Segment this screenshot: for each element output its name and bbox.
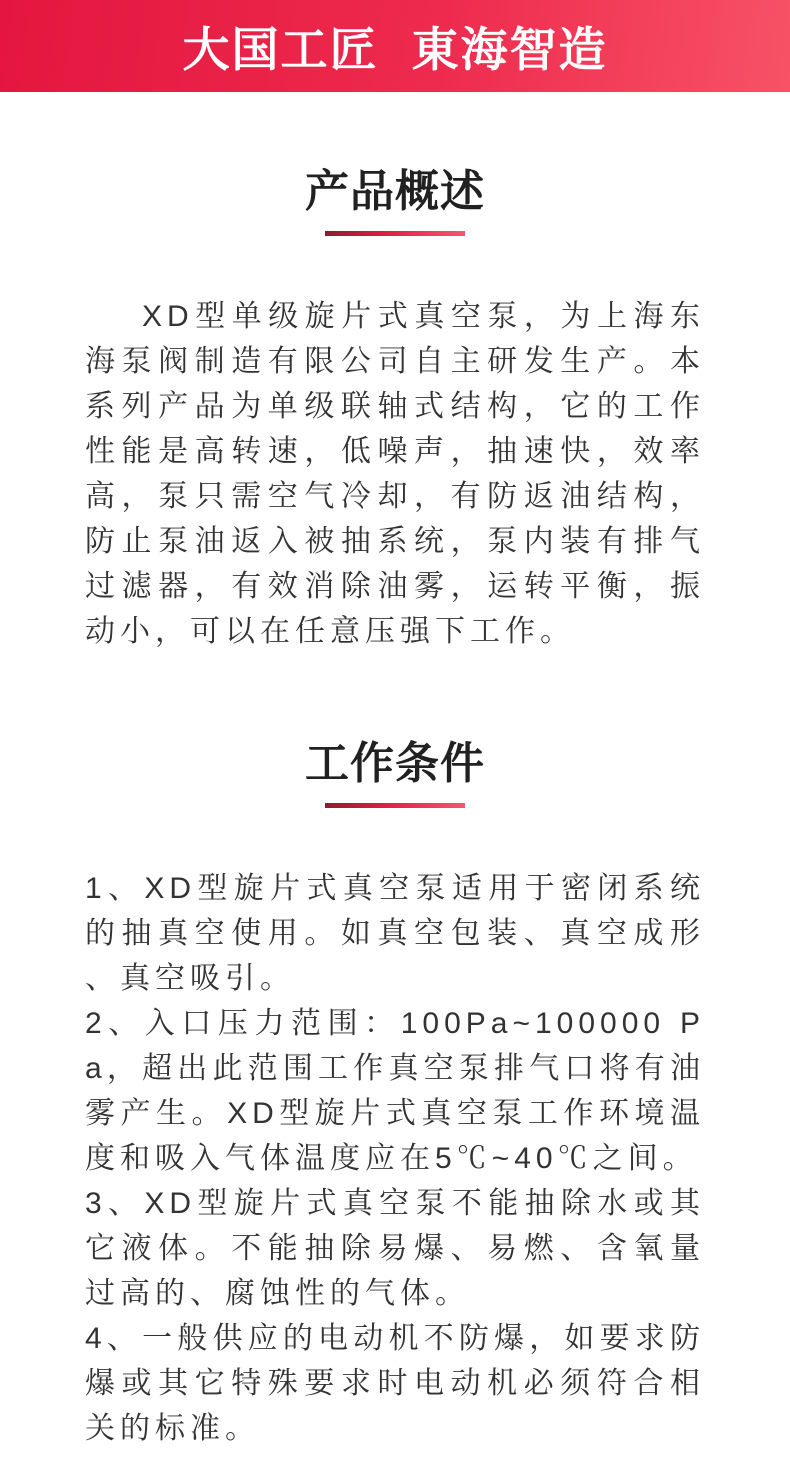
condition-item-1: 1、XD型旋片式真空泵适用于密闭系统的抽真空使用。如真空包装、真空成形、真空吸引。 xyxy=(85,872,705,995)
top-banner xyxy=(0,0,790,92)
section-conditions xyxy=(0,738,790,1451)
conditions-title-underline xyxy=(325,803,465,808)
overview-title-underline xyxy=(325,231,465,236)
overview-paragraph: XD型单级旋片式真空泵，为上海东海泵阀制造有限公司自主研发生产。本系列产品为单级联轴式结构，它的工作性能是高转速，低噪声，抽速快，效率高，泵只需空气冷却，有防返油结构，防止泵油返入被抽系统，泵内装有排气过滤器，有效消除油雾，运转平衡，振动小，可以在任意压强下工作。 xyxy=(85,300,705,648)
overview-section-title: 产品概述 xyxy=(305,167,485,216)
banner-title: 大国工匠 東海智造 xyxy=(182,22,608,76)
condition-item-3: 3、XD型旋片式真空泵不能抽除水或其它液体。不能抽除易爆、易燃、含氧量过高的、腐蚀性的气体。 xyxy=(85,1187,705,1310)
conditions-section-title: 工作条件 xyxy=(305,739,485,788)
condition-item-2: 2、入口压力范围：100Pa~100000 Pa，超出此范围工作真空泵排气口将有油雾产生。XD型旋片式真空泵工作环境温度和吸入气体温度应在5℃~40℃之间。 xyxy=(85,1007,705,1175)
conditions-list xyxy=(0,866,790,1451)
condition-item-4: 4、一般供应的电动机不防爆，如要求防爆或其它特殊要求时电动机必须符合相关的标准。 xyxy=(85,1322,705,1445)
section-overview xyxy=(0,166,790,654)
